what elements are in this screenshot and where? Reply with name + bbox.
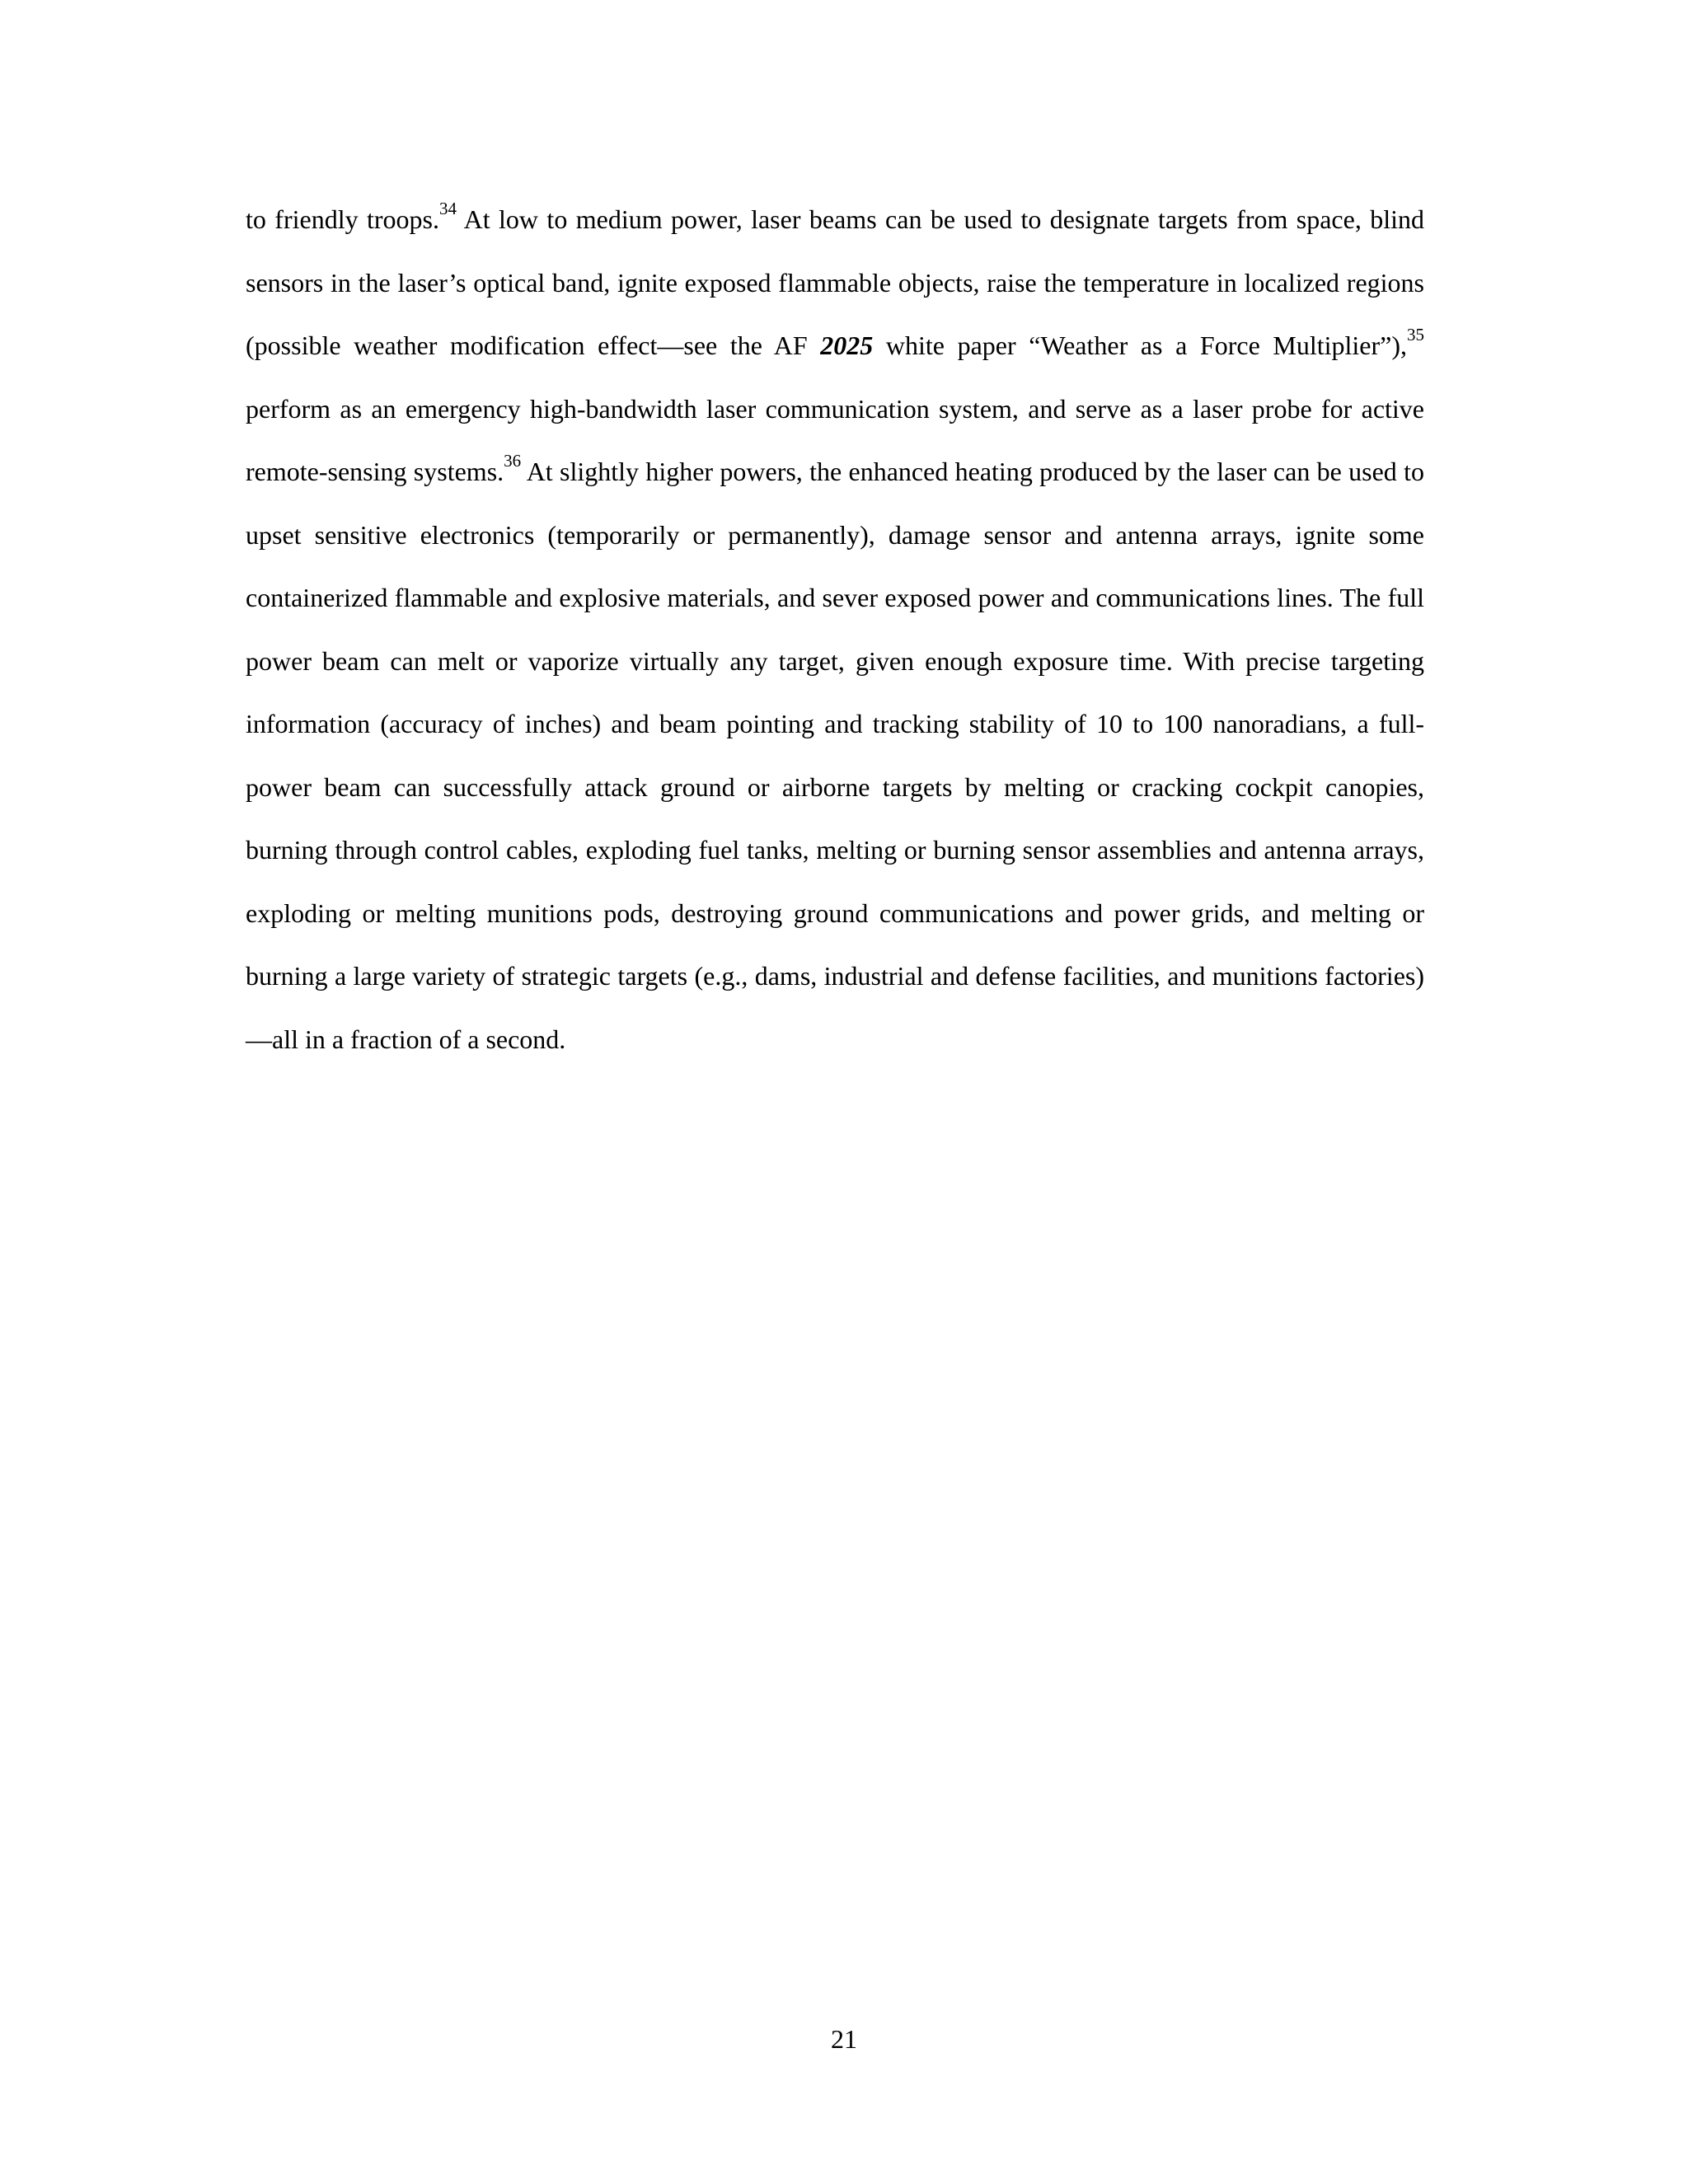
paragraph-text-4: perform as an emergency high-bandwidth laser communication system, and serve as a laser probe for active remote-sensing systems. bbox=[246, 393, 1424, 486]
paragraph-text-2: At low to medium power, laser beams can be used to designate targets from space, blind sensors in the laser’s optical band, ignite exposed flammable objects, raise the temperature in localized regions (possible weather modification effect—see the AF bbox=[246, 204, 1425, 360]
footnote-ref-36[interactable]: 36 bbox=[504, 451, 522, 471]
paragraph-text-5: At slightly higher powers, the enhanced heating produced by the laser can be used to upset sensitive electronics (temporarily or permanently), damage sensor and antenna arrays, ignite some containerized flammable and explosive materials, and sever exposed power and communications lines. The full power beam can melt or vaporize virtually any target, given enough exposure time. With precise targeting information (accuracy of inches) and beam pointing and tracking stability of 10 to 100 nanoradians, a full-power beam can successfully attack ground or airborne targets by melting or cracking cockpit canopies, burning through control cables, exploding fuel tanks, melting or burning sensor assemblies and antenna arrays, exploding or melting munitions pods, destroying ground communications and power grids, and melting or burning a large variety of strategic targets (e.g., dams, industrial and defense facilities, and munitions factories)—all in a fraction of a second. bbox=[246, 457, 1425, 1054]
paragraph-text-3: white paper “Weather as a Force Multiplier”), bbox=[873, 330, 1408, 360]
footnote-ref-35[interactable]: 35 bbox=[1407, 325, 1425, 344]
emphasis-2025: 2025 bbox=[820, 330, 874, 360]
paragraph-text-1: to friendly troops. bbox=[246, 204, 439, 234]
page-number: 21 bbox=[831, 2024, 857, 2054]
body-paragraph bbox=[246, 188, 1424, 1071]
footnote-ref-34[interactable]: 34 bbox=[439, 199, 457, 218]
